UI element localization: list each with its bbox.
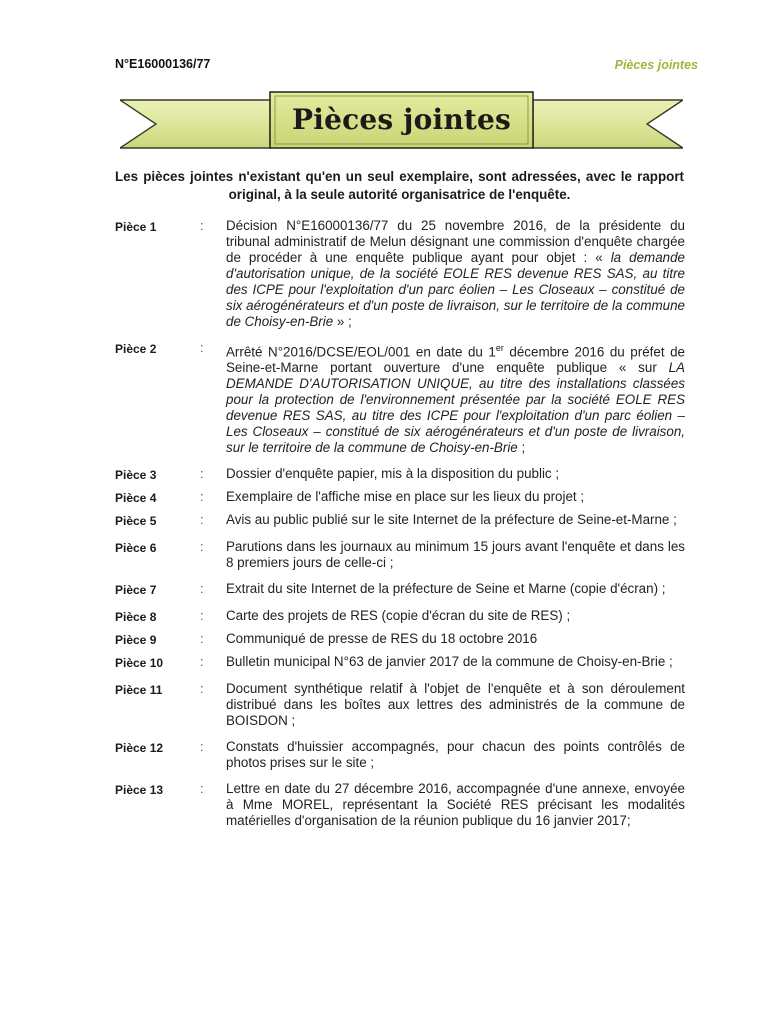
item-colon: : — [200, 539, 204, 555]
item-colon: : — [200, 512, 204, 528]
item-text-part: Arrêté N°2016/DCSE/EOL/001 en date du 1 — [226, 344, 496, 360]
item-text: Bulletin municipal N°63 de janvier 2017 de la commune de Choisy-en-Brie ; — [226, 654, 673, 670]
item-colon: : — [200, 489, 204, 505]
item-text: Document synthétique relatif à l'objet de l'enquête et à son déroulement distribué dans les boîtes aux lettres des administrés de la commune de BOISDON ; — [226, 681, 685, 729]
item-label: Pièce 7 — [115, 583, 157, 598]
item-text: Parutions dans les journaux au minimum 15 jours avant l'enquête et dans les 8 premiers jours de celle-ci ; — [226, 539, 685, 571]
list-item — [115, 608, 685, 625]
item-text: Communiqué de presse de RES du 18 octobre 2016 — [226, 631, 538, 647]
list-item — [115, 340, 685, 456]
list-item — [115, 218, 685, 330]
list-item — [115, 489, 685, 506]
item-text-part: Décision N°E16000136/77 du 25 novembre 2016, de la présidente du tribunal administratif de Melun désignant une commission d'enquête chargée de procéder à une enquête publique ayant pour objet : « — [226, 218, 685, 265]
item-label: Pièce 12 — [115, 741, 164, 756]
item-text: Lettre en date du 27 décembre 2016, accompagnée d'une annexe, envoyée à Mme MOREL, représentant la Société RES précisant les modalités matérielles d'organisation de la réunion publique du 16 janvier 2017; — [226, 781, 685, 829]
item-text — [226, 340, 685, 456]
list-item — [115, 654, 685, 671]
section-header: Pièces jointes — [614, 58, 698, 72]
list-item — [115, 581, 685, 598]
list-item — [115, 739, 685, 771]
item-colon: : — [200, 781, 204, 797]
list-item — [115, 781, 685, 829]
item-colon: : — [200, 681, 204, 697]
item-colon: : — [200, 466, 204, 482]
item-text: Extrait du site Internet de la préfecture de Seine et Marne (copie d'écran) ; — [226, 581, 666, 597]
item-label: Pièce 13 — [115, 783, 164, 798]
item-label: Pièce 4 — [115, 491, 157, 506]
title-banner — [120, 86, 683, 166]
item-label: Pièce 1 — [115, 220, 157, 234]
item-colon: : — [200, 581, 204, 597]
item-colon: : — [200, 654, 204, 670]
item-text-part: » ; — [333, 314, 352, 329]
item-label: Pièce 11 — [115, 683, 163, 698]
attachments-list — [115, 218, 685, 829]
item-label: Pièce 6 — [115, 541, 157, 556]
item-text: Constats d'huissier accompagnés, pour chacun des points contrôlés de photos prises sur le site ; — [226, 739, 685, 771]
item-text: Avis au public publié sur le site Internet de la préfecture de Seine-et-Marne ; — [226, 512, 677, 528]
document-reference: N°E16000136/77 — [115, 57, 211, 71]
list-item — [115, 466, 685, 483]
list-item — [115, 512, 685, 529]
item-text — [226, 218, 685, 330]
item-colon: : — [200, 631, 204, 647]
item-text: Dossier d'enquête papier, mis à la disposition du public ; — [226, 466, 560, 482]
item-text-superscript: er — [495, 343, 504, 353]
item-label: Pièce 8 — [115, 610, 157, 625]
item-text: Carte des projets de RES (copie d'écran du site de RES) ; — [226, 608, 571, 624]
list-item — [115, 681, 685, 729]
item-label: Pièce 10 — [115, 656, 164, 671]
item-text-part: décembre 2016 du préfet de Seine-et-Marne portant ouverture d'une enquête publique « sur — [226, 344, 685, 376]
item-colon: : — [200, 218, 204, 233]
item-colon: : — [200, 739, 204, 755]
item-colon: : — [200, 608, 204, 624]
item-label: Pièce 5 — [115, 514, 157, 529]
item-text: Exemplaire de l'affiche mise en place sur les lieux du projet ; — [226, 489, 585, 505]
item-text-part: ; — [517, 440, 526, 456]
item-label: Pièce 3 — [115, 468, 157, 483]
intro-paragraph: Les pièces jointes n'existant qu'en un seul exemplaire, sont adressées, avec le rapport original, à la seule autorité organisatrice de l'enquête. — [115, 169, 684, 202]
item-label: Pièce 2 — [115, 342, 157, 356]
item-text-italic: LA DEMANDE D'AUTORISATION UNIQUE, au titre des installations classées pour la protection de l'environnement présentée par la société EOLE RES devenue RES SAS, au titre des ICPE pour l'exploitation d'un parc éolien – Les Closeaux – constitué de six aérogénérateurs et d'un poste de livraison, sur le territoire de la commune de Choisy-en-Brie — [226, 360, 685, 456]
item-colon: : — [200, 340, 204, 355]
list-item — [115, 539, 685, 571]
list-item — [115, 631, 685, 648]
banner-title: Pièces jointes — [292, 103, 511, 136]
item-label: Pièce 9 — [115, 633, 157, 648]
item-text-italic: la demande d'autorisation unique, de la société EOLE RES devenue RES SAS, au titre des ICPE pour l'exploitation d'un parc éolien – Les Closeaux – constitué de six aérogénérateurs et d'un poste de livraison, sur le territoire de la commune de Choisy-en-Brie — [226, 250, 685, 329]
